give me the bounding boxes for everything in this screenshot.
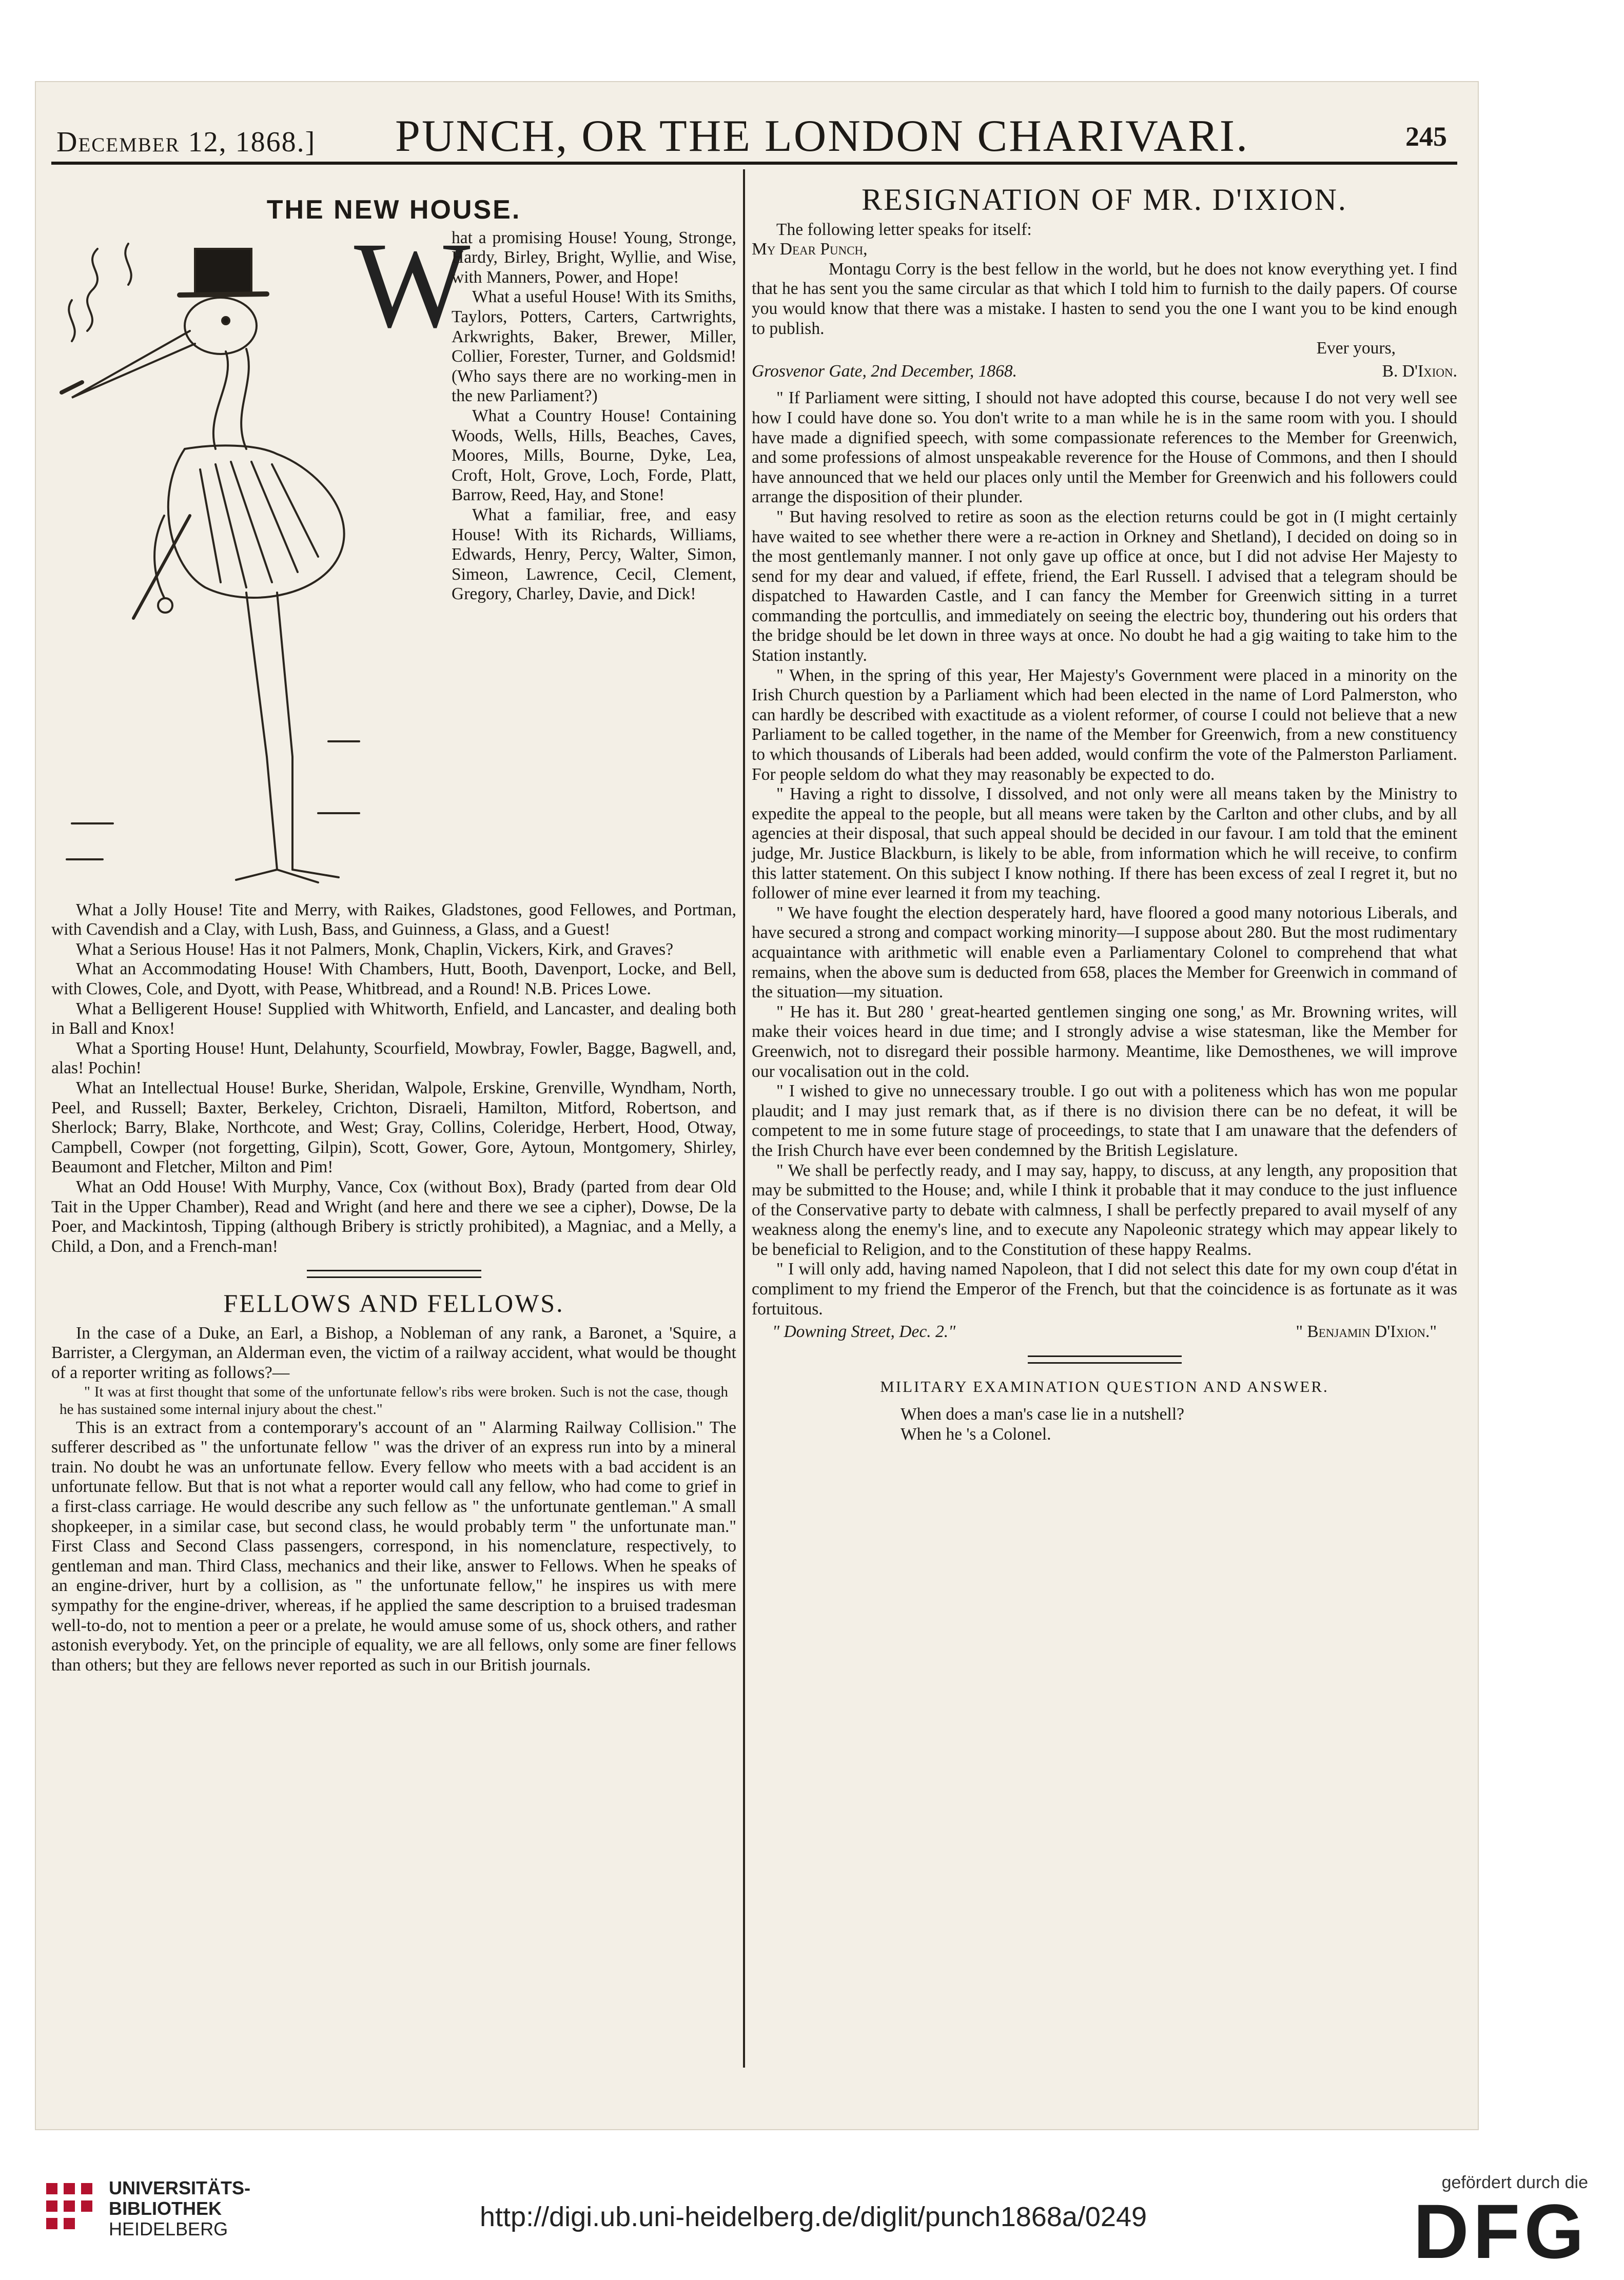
- new-house-title: THE NEW HOUSE.: [266, 195, 521, 225]
- paragraph: What a Serious House! Has it not Palmers, Monk, Chaplin, Vickers, Kirk, and Graves?: [76, 939, 674, 959]
- university-line: BIBLIOTHEK: [109, 2198, 222, 2219]
- new-house-text-full: [51, 900, 736, 1257]
- paragraph: " But having resolved to retire as soon as the election returns could be got in (I might certainly have waited to see whether there were a re-action in Orkney and Shetland), I decided on doing so in the most gentlemanly manner. I not only gave up office at once, but I did not advise Her Majesty to send for my dear and valued, if effete, friend, the Earl Russell. I advised that a telegram should be dispatched to Hawarden Castle, and I can fancy the Member for Greenwich sitting in a turret commanding the portcullis, and immediately on seeing the electric boy, thundering out his orders that the bridge should be let down in three ways at once. No doubt he had a gig waiting to take him to the Station instantly.: [752, 507, 1457, 665]
- signature-name: " Benjamin D'Ixion.": [1296, 1322, 1437, 1342]
- resignation-title: RESIGNATION OF MR. D'IXION.: [862, 183, 1347, 217]
- funder-block: [1413, 2173, 1588, 2274]
- new-house-article: [51, 216, 736, 900]
- page-number: 245: [1405, 121, 1447, 152]
- signature-place: " Downing Street, Dec. 2.": [772, 1322, 956, 1342]
- stork-cartoon-illustration: [51, 228, 369, 895]
- paragraph: Montagu Corry is the best fellow in the world, but he does not know everything yet. I find that he has sent you the same circular as that which I told him to furnish to the daily papers. Of course you would know that there was a mistake. I hasten to send you the one I want you to be kind enough to publish.: [752, 259, 1457, 338]
- paragraph: " I wished to give no unnecessary trouble. I go out with a politeness which has won me popular plaudit; and I may just remark that, as if there is no division there can be no defeat, it will be competent to me in some future stage of proceedings, to state that I am unaware that the defenders of the Irish Church have ever been condemned by the British Legislature.: [752, 1082, 1457, 1160]
- military-title: MILITARY EXAMINATION QUESTION AND ANSWER.: [880, 1377, 1329, 1395]
- paragraph: What an Accommodating House! With Chambers, Hutt, Booth, Davenport, Locke, and Bell, with Clowes, Cole, and Dyott, with Pease, Whitbread, and a Round! N.B. Prices Lowe.: [51, 959, 736, 998]
- paragraph: hat a promising House! Young, Stronge, Hardy, Birley, Bright, Wyllie, and Wise, with Manners, Power, and Hope!: [452, 228, 736, 287]
- paragraph: " I will only add, having named Napoleon, that I did not select this date for my own coup d'état in compliment to my friend the Emperor of the French, but that the coincidence is as fortunate as it was fortuitous.: [752, 1260, 1457, 1319]
- military-question: When does a man's case lie in a nutshell?: [901, 1405, 1185, 1424]
- left-column: [51, 185, 736, 1675]
- dfg-logo[interactable]: DFG: [1413, 2188, 1588, 2274]
- university-line: UNIVERSITÄTS-: [109, 2177, 251, 2198]
- paragraph: What a useful House! With its Smiths, Taylors, Potters, Carters, Cartwrights, Arkwrights, Baker, Brewer, Miller, Collier, Forester, Turner, and Goldsmid! (Who says there are no working-men in the new Parliament?): [452, 287, 736, 406]
- paragraph: The following letter speaks for itself:: [776, 220, 1032, 239]
- right-column: [752, 185, 1457, 1445]
- paragraph: What an Odd House! With Murphy, Vance, Cox (without Box), Brady (parted from dear Old Tait in the Upper Chamber), Read and Wright (and here and there we see a cipher), Dowse, De la Poer, and Mackintosh, Tipping (although Bribery is strictly prohibited), a Magniac, and a Melly, a Child, a Don, and a French-man!: [51, 1177, 736, 1256]
- salutation: My Dear Punch,: [752, 240, 868, 259]
- paragraph: What a Country House! Containing Woods, Wells, Hills, Beaches, Caves, Moores, Mills, Bourne, Dyke, Lea, Croft, Holt, Grove, Loch, Forde, Platt, Barrow, Reed, Hay, and Stone!: [452, 406, 736, 505]
- header-date: December 12, 1868.]: [56, 126, 316, 158]
- letter-initial-signature: B. D'Ixion.: [1382, 361, 1457, 381]
- paragraph: " We shall be perfectly ready, and I may say, happy, to discuss, at any length, any proposition that may be submitted to the House; and, while I think it probable that it may conduce to the just influence of the Conservative party to debate with calmness, I shall be perfectly prepared to avail myself of any weakness along the enemy's line, and to execute any Napoleonic strategy which may appear likely to be beneficial to Religion, and to the Constitution of these happy Realms.: [752, 1161, 1457, 1259]
- paragraph: " Having a right to dissolve, I dissolved, and not only were all means taken by the Ministry to expedite the appeal to the people, but all means were taken by the Carlton and other clubs, and by all agencies at their disposal, that such appeal should be decided in our favour. I am told that the eminent judge, Mr. Justice Blackburn, is likely to be able, from information which he will receive, to confirm this latter statement. On this subject I know nothing. If there has been excess of zeal I regret it, but no follower of mine ever learned it from my teaching.: [752, 784, 1457, 903]
- paragraph: What a Sporting House! Hunt, Delahunty, Scourfield, Mowbray, Fowler, Bagge, Bagwell, and, alas! Pochin!: [51, 1038, 736, 1078]
- paragraph: What a Belligerent House! Supplied with Whitworth, Enfield, and Lancaster, and dealing both in Ball and Knox!: [51, 999, 736, 1038]
- letter-place-date: Grosvenor Gate, 2nd December, 1868.: [752, 361, 1017, 381]
- paragraph: What a familiar, free, and easy House! With its Richards, Williams, Edwards, Henry, Percy, Walter, Simon, Simeon, Lawrence, Cecil, Clement, Gregory, Charley, Davie, and Dick!: [452, 505, 736, 604]
- military-answer: When he 's a Colonel.: [901, 1425, 1051, 1444]
- quoted-extract: " It was at first thought that some of the unfortunate fellow's ribs were broken. Such is not the case, though he has sustained some internal injury about the chest.": [60, 1383, 728, 1418]
- paragraph: In the case of a Duke, an Earl, a Bishop, a Nobleman of any rank, a Baronet, a 'Squire, a Barrister, a Clergyman, an Alderman even, the victim of a railway accident, what would be thought of a reporter writing as follows?—: [51, 1323, 736, 1383]
- university-logo[interactable]: [41, 2178, 250, 2239]
- paragraph: " He has it. But 280 ' great-hearted gentlemen singing one song,' as Mr. Browning writes, will make their voices heard in due time; and I strongly advise a wise statesman, like the Member for Greenwich, not to disregard their possible harmony. Meantime, like Demosthenes, we will improve our vocalisation out in the cold.: [752, 1002, 1457, 1081]
- fellows-title: FELLOWS AND FELLOWS.: [223, 1289, 564, 1318]
- paragraph: " We have fought the election desperately hard, have floored a good many notorious Liberals, and have secured a strong and compact working minority—I suppose about 280. But the most rudimentary acquaintance with arithmetic will enable even a Parliamentary Colonel to comprehend that what remains, when the above sum is deducted from 658, places the Member for Greenwich in command of the situation—my situation.: [752, 903, 1457, 1002]
- paragraph: " When, in the spring of this year, Her Majesty's Government were placed in a minority on the Irish Church question by a Parliament which had been elected in the name of Lord Palmerston, who can hardly be described with exactitude as a violent reformer, of course I could not believe that a new Parliament to be called together, in the name of the Member for Greenwich, from a new constituency to which thousands of Liberals had been added, would confirm the vote of the Palmerston Parliament. For people seldom do what they may reasonably be expected to do.: [752, 665, 1457, 784]
- new-house-text-narrow: [452, 228, 736, 604]
- column-rule: [743, 169, 745, 2068]
- closing: Ever yours,: [1316, 339, 1396, 358]
- letter-signature: [752, 362, 1457, 382]
- paragraph: What a Jolly House! Tite and Merry, with Raikes, Gladstones, good Fellowes, and Portman, with Cavendish and a Clay, with Lush, Bass, and Guinness, a Glass, and a Guest!: [51, 900, 736, 939]
- page-header: [56, 110, 1452, 162]
- header-rule: [51, 162, 1457, 165]
- university-seal-icon: [41, 2178, 97, 2239]
- paragraph: This is an extract from a contemporary's account of an " Alarming Railway Collision." The sufferer described as " the unfortunate fellow " was the driver of an express run into by a mineral train. No doubt he was an unfortunate fellow. Every fellow who meets with a bad accident is an unfortunate fellow. But that is not what a reporter would call any fellow, who had come to grief in a first-class carriage. He would describe any such fellow as " the unfortunate gentleman." A small shopkeeper, in a similar case, but second class, he would probably term " the unfortunate man." First Class and Second Class passengers, correspond, in his nomenclature, respectively, to gentleman and man. Third Class, mechanics and their like, answer to Fellows. When he speaks of an engine-driver, hurt by a collision, as " the unfortunate fellow," he inspires us with mere sympathy for the engine-driver, whereas, if he applied the same description to a bruised tradesman well-to-do, not to mention a peer or a prelate, he would amuse some of us, shock others, and rather astonish everybody. Yet, on the principle of equality, we are all fellows, only some are finer fellows than others; but they are fellows never reported as such in our British journals.: [51, 1418, 736, 1675]
- viewer-footer: [0, 2157, 1624, 2280]
- university-line: HEIDELBERG: [109, 2218, 228, 2239]
- paragraph: " If Parliament were sitting, I should not have adopted this course, because I do not very well see how I could have done so. You don't write to a man while he is in the same room with you. I should have made a dignified speech, with some compassionate references to the Member for Greenwich, and some professions of almost unspeakable reverence for the House of Commons, and then I should have announced that we held our places only until the Member for Greenwich and his followers could arrange the disposition of their plunder.: [752, 388, 1457, 507]
- header-title: PUNCH, OR THE LONDON CHARIVARI.: [395, 111, 1249, 161]
- university-name: [109, 2178, 250, 2239]
- section-divider: [1028, 1355, 1182, 1364]
- dropcap-letter: W: [354, 216, 471, 353]
- section-divider: [307, 1270, 481, 1278]
- final-signature: [752, 1322, 1457, 1342]
- paragraph: What an Intellectual House! Burke, Sheridan, Walpole, Erskine, Grenville, Wyndham, North, Peel, and Russell; Baxter, Berkeley, Crichton, Disraeli, Hamilton, Mitford, Robertson, and Sherlock; Barry, Blake, Northcote, and West; Gray, Collins, Coleridge, Herbert, Hood, Otway, Campbell, Cowper (not forgetting, Gilpin), Scott, Gower, Gore, Aytoun, Montgomery, Shirley, Beaumont and Fletcher, Milton and Pim!: [51, 1078, 736, 1177]
- permalink-url[interactable]: http://digi.ub.uni-heidelberg.de/diglit/punch1868a/0249: [480, 2202, 1147, 2232]
- funder-label: gefördert durch die: [1441, 2173, 1588, 2192]
